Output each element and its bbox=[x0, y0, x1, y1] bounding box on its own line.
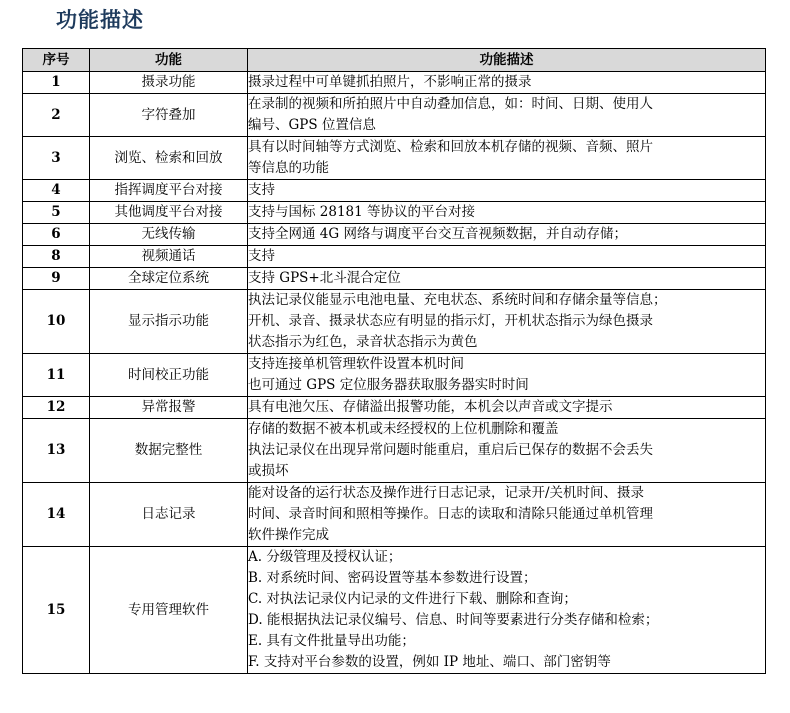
description-line: 状态指示为红色，录音状态指示为黄色 bbox=[248, 334, 478, 350]
description-line: 具有电池欠压、存储溢出报警功能，本机会以声音或文字提示 bbox=[248, 399, 613, 415]
table-row bbox=[23, 547, 766, 674]
row-number: 1 bbox=[23, 72, 90, 94]
description-line: B. 对系统时间、密码设置等基本参数进行设置； bbox=[248, 570, 537, 586]
row-description bbox=[248, 419, 766, 483]
row-number: 9 bbox=[23, 268, 90, 290]
description-line: 时间、录音时间和照相等操作。日志的读取和清除只能通过单机管理 bbox=[248, 506, 653, 522]
row-description bbox=[248, 94, 766, 137]
description-line: F. 支持对平台参数的设置，例如 IP 地址、端口、部门密钥等 bbox=[248, 654, 611, 670]
row-number: 10 bbox=[23, 290, 90, 354]
table-row bbox=[23, 397, 766, 419]
row-description bbox=[248, 547, 766, 674]
description-line: E. 具有文件批量导出功能； bbox=[248, 633, 415, 649]
row-description bbox=[248, 72, 766, 94]
row-function: 日志记录 bbox=[90, 483, 248, 547]
description-line: 摄录过程中可单键抓拍照片，不影响正常的摄录 bbox=[248, 74, 532, 90]
description-line: 支持 bbox=[248, 182, 275, 198]
page-title: 功能描述 bbox=[56, 8, 144, 32]
description-line: 具有以时间轴等方式浏览、检索和回放本机存储的视频、音频、照片 bbox=[248, 139, 653, 155]
table-row bbox=[23, 246, 766, 268]
row-function: 浏览、检索和回放 bbox=[90, 137, 248, 180]
description-line: 在录制的视频和所拍照片中自动叠加信息，如：时间、日期、使用人 bbox=[248, 96, 653, 112]
description-line: 或损坏 bbox=[248, 463, 289, 479]
row-function: 指挥调度平台对接 bbox=[90, 180, 248, 202]
row-description bbox=[248, 180, 766, 202]
description-line: 支持 GPS+北斗混合定位 bbox=[248, 270, 401, 286]
row-description bbox=[248, 483, 766, 547]
row-description bbox=[248, 268, 766, 290]
table-row bbox=[23, 137, 766, 180]
row-number: 15 bbox=[23, 547, 90, 674]
function-table bbox=[22, 48, 766, 674]
row-function: 数据完整性 bbox=[90, 419, 248, 483]
header-no: 序号 bbox=[23, 49, 90, 72]
table-row bbox=[23, 290, 766, 354]
description-line: D. 能根据执法记录仪编号、信息、时间等要素进行分类存储和检索； bbox=[248, 612, 659, 628]
row-number: 2 bbox=[23, 94, 90, 137]
description-line: 支持连接单机管理软件设置本机时间 bbox=[248, 356, 464, 372]
row-description bbox=[248, 354, 766, 397]
row-function: 摄录功能 bbox=[90, 72, 248, 94]
row-description bbox=[248, 202, 766, 224]
table-row bbox=[23, 483, 766, 547]
row-description bbox=[248, 246, 766, 268]
description-line: C. 对执法记录仪内记录的文件进行下载、删除和查询； bbox=[248, 591, 577, 607]
description-line: A. 分级管理及授权认证； bbox=[248, 549, 402, 565]
table-header-row bbox=[23, 49, 766, 72]
row-function: 字符叠加 bbox=[90, 94, 248, 137]
table-row bbox=[23, 202, 766, 224]
table-row bbox=[23, 354, 766, 397]
description-line: 编号、GPS 位置信息 bbox=[248, 117, 376, 133]
row-number: 6 bbox=[23, 224, 90, 246]
description-line: 能对设备的运行状态及操作进行日志记录，记录开/关机时间、摄录 bbox=[248, 485, 645, 501]
row-description bbox=[248, 290, 766, 354]
description-line: 开机、录音、摄录状态应有明显的指示灯，开机状态指示为绿色摄录 bbox=[248, 313, 653, 329]
table-row bbox=[23, 180, 766, 202]
description-line: 也可通过 GPS 定位服务器获取服务器实时时间 bbox=[248, 377, 529, 393]
row-description bbox=[248, 137, 766, 180]
row-number: 4 bbox=[23, 180, 90, 202]
table-row bbox=[23, 224, 766, 246]
row-number: 5 bbox=[23, 202, 90, 224]
table-row bbox=[23, 268, 766, 290]
row-function: 其他调度平台对接 bbox=[90, 202, 248, 224]
row-function: 异常报警 bbox=[90, 397, 248, 419]
row-description bbox=[248, 224, 766, 246]
description-line: 等信息的功能 bbox=[248, 160, 329, 176]
row-number: 11 bbox=[23, 354, 90, 397]
header-description: 功能描述 bbox=[248, 49, 766, 72]
description-line: 支持 bbox=[248, 248, 275, 264]
row-function: 视频通话 bbox=[90, 246, 248, 268]
row-number: 3 bbox=[23, 137, 90, 180]
row-function: 无线传输 bbox=[90, 224, 248, 246]
row-number: 14 bbox=[23, 483, 90, 547]
row-function: 显示指示功能 bbox=[90, 290, 248, 354]
description-line: 支持全网通 4G 网络与调度平台交互音视频数据，并自动存储； bbox=[248, 226, 627, 242]
row-function: 全球定位系统 bbox=[90, 268, 248, 290]
description-line: 支持与国标 28181 等协议的平台对接 bbox=[248, 204, 476, 220]
row-function: 时间校正功能 bbox=[90, 354, 248, 397]
table-row bbox=[23, 72, 766, 94]
row-number: 13 bbox=[23, 419, 90, 483]
description-line: 存储的数据不被本机或未经授权的上位机删除和覆盖 bbox=[248, 421, 559, 437]
row-function: 专用管理软件 bbox=[90, 547, 248, 674]
description-line: 执法记录仪能显示电池电量、充电状态、系统时间和存储余量等信息； bbox=[248, 292, 667, 308]
row-number: 12 bbox=[23, 397, 90, 419]
table-row bbox=[23, 419, 766, 483]
description-line: 执法记录仪在出现异常问题时能重启，重启后已保存的数据不会丢失 bbox=[248, 442, 653, 458]
row-description bbox=[248, 397, 766, 419]
header-function: 功能 bbox=[90, 49, 248, 72]
table-row bbox=[23, 94, 766, 137]
description-line: 软件操作完成 bbox=[248, 527, 329, 543]
row-number: 8 bbox=[23, 246, 90, 268]
